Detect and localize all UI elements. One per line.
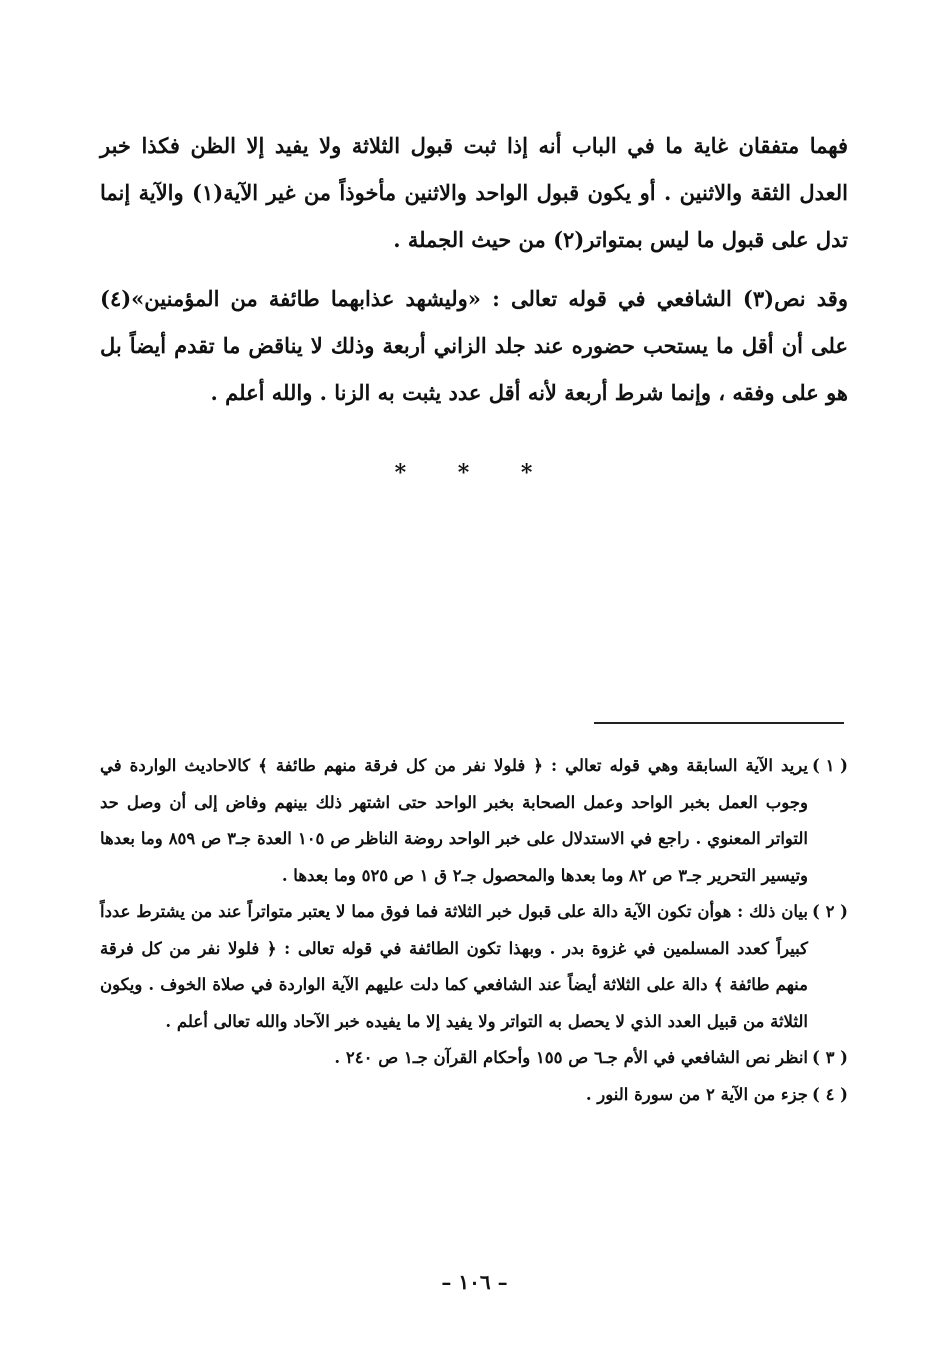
footnote-number: ( ١ ) (812, 756, 848, 775)
section-separator: * * * (394, 460, 555, 486)
footnote-rule (594, 722, 844, 724)
footnote-number: ( ٢ ) (812, 902, 848, 921)
footnotes (100, 748, 848, 1113)
paragraph-2: وقد نص(٣) الشافعي في قوله تعالى : «وليشهد عذابهما طائفة من المؤمنين»(٤) على أن أقل ما يستحب حضوره عند جلد الزاني أربعة وذلك لا يناقض ما تقدم أيضاً بل هو على وفقه ، وإنما شرط أربعة لأنه أقل عدد يثبت به الزنا . والله أعلم . (100, 286, 848, 405)
footnote-2 (100, 894, 848, 1040)
footnote-text: انظر نص الشافعي في الأم جـ٦ ص ١٥٥ وأحكام القرآن جـ١ ص ٢٤٠ . (334, 1048, 808, 1067)
footnote-text: جزء من الآية ٢ من سورة النور . (585, 1084, 808, 1104)
main-text (100, 122, 848, 428)
footnote-text: يريد الآية السابقة وهي قوله تعالي : ﴿ فلولا نفر من كل فرقة منهم طائفة ﴾ كالاحاديث الواردة في وجوب العمل بخبر الواحد وعمل الصحابة بخبر الواحد حتى اشتهر ذلك بينهم وفاض إلى أن وصل حد التواتر المعنوي . راجع في الاستدلال على خبر الواحد روضة الناظر ص ١٠٥ العدة جـ٣ ص ٨٥٩ وما بعدها وتيسير التحرير جـ٣ ص ٨٢ وما بعدها والمحصول جـ٢ ق ١ ص ٥٢٥ وما بعدها . (100, 756, 809, 885)
paragraph-1: فهما متفقان غاية ما في الباب أنه إذا ثبت قبول الثلاثة ولا يفيد إلا الظن فكذا خبر العدل الثقة والاثنين . أو يكون قبول الواحد والاثنين مأخوذاً من غير الآية(١) والآية إنما تدل على قبول ما ليس بمتواتر(٢) من حيث الجملة . (100, 133, 849, 252)
footnote-number: ( ٤ ) (812, 1084, 848, 1104)
footnote-1 (100, 748, 848, 894)
footnote-number: ( ٣ ) (812, 1048, 848, 1067)
page-number: – ١٠٦ – (441, 1270, 508, 1294)
footnote-4 (100, 1077, 848, 1114)
footnote-3 (100, 1040, 848, 1077)
footnote-text: بيان ذلك : هوأن تكون الآية دالة على قبول خبر الثلاثة فما فوق مما لا يعتبر متواتراً عند من يشترط عدداً كبيراً كعدد المسلمين في غزوة بدر . وبهذا تكون الطائفة في قوله تعالى : ﴿ فلولا نفر من كل فرقة منهم طائفة ﴾ دالة على الثلاثة أيضاً عند الشافعي كما دلت عليهم الآية الواردة في صلاة الخوف . ويكون الثلاثة من قبيل العدد الذي لا يحصل به التواتر ولا يفيد إلا ما يفيده خبر الآحاد والله تعالى أعلم . (100, 902, 808, 1031)
